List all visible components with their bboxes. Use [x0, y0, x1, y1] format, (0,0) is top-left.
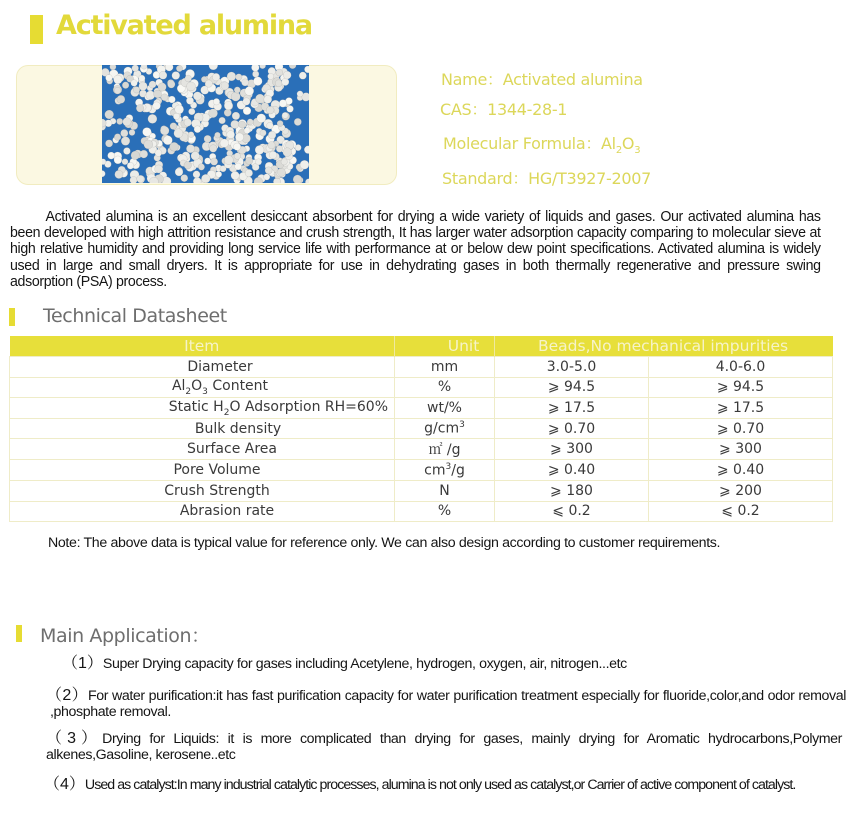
- bead: [193, 92, 202, 101]
- bead: [242, 79, 249, 86]
- cell-value-b: ⩾ 94.5: [649, 377, 833, 398]
- bead: [115, 170, 123, 178]
- cell-value-a: ⩾ 94.5: [495, 377, 649, 398]
- bead: [256, 159, 262, 165]
- header-unit: Unit: [395, 336, 495, 357]
- bead: [267, 122, 274, 129]
- bead: [279, 100, 287, 108]
- bead: [299, 72, 306, 79]
- bead: [253, 77, 262, 86]
- cell-item: Surface Area: [10, 439, 395, 460]
- bead: [305, 179, 309, 183]
- header-item: Item: [10, 336, 395, 357]
- intro-paragraph: [10, 209, 821, 290]
- section-accent-bar: [9, 308, 15, 326]
- cell-value-a: ⩾ 0.70: [495, 418, 649, 439]
- bead: [123, 148, 130, 155]
- bead: [185, 75, 192, 82]
- bead: [221, 82, 229, 90]
- bead: [194, 126, 201, 133]
- bead: [234, 87, 240, 93]
- bead: [233, 143, 240, 150]
- bead: [176, 65, 182, 71]
- datasheet-table: [9, 336, 833, 522]
- bead: [110, 65, 116, 70]
- bead: [227, 131, 235, 139]
- bead: [122, 82, 129, 89]
- bead: [136, 105, 144, 113]
- bead: [268, 73, 274, 79]
- bead: [105, 110, 114, 119]
- spec-formula-value: $Al_2O_3$: [601, 134, 641, 157]
- bead: [224, 155, 233, 164]
- cell-value-a: ⩾ 300: [495, 439, 649, 460]
- bead: [304, 66, 309, 73]
- cell-value-b: ⩾ 0.70: [649, 418, 833, 439]
- datasheet-note: Note: The above data is typical value for reference only. We can also design according to customer requirements.: [48, 535, 721, 551]
- bead: [191, 152, 200, 161]
- bead: [139, 75, 146, 82]
- bead: [220, 139, 229, 148]
- bead: [239, 121, 246, 128]
- bead: [300, 160, 309, 169]
- cell-item: Diameter: [10, 357, 395, 378]
- bead: [175, 168, 183, 176]
- bead: [210, 158, 217, 165]
- spec-cas-label: CAS：: [440, 100, 488, 119]
- bead: [243, 98, 250, 105]
- application-item: [62, 656, 627, 672]
- bead: [140, 150, 148, 158]
- bead: [275, 80, 282, 87]
- bead: [114, 87, 121, 94]
- spec-name-value: Activated alumina: [502, 70, 643, 89]
- spec-cas: [440, 97, 567, 120]
- bead: [163, 136, 172, 145]
- bead: [281, 159, 287, 165]
- bead: [114, 134, 121, 141]
- section-title-datasheet: Technical Datasheet: [43, 305, 227, 327]
- bead: [231, 92, 240, 101]
- cell-unit: N: [395, 480, 495, 501]
- bead: [114, 75, 123, 84]
- application-item: [46, 731, 842, 763]
- bead: [246, 157, 253, 164]
- bead: [132, 65, 139, 72]
- application-text: For water purification:it has fast purification capacity for water purification treatment especially for fluoride,color,and odor removal ,phosphate removal.: [50, 688, 846, 720]
- application-text: Drying for Liquids: it is more complicated than drying for gases, mainly drying for Aromatic hydrocarbons,Polymer alkenes,Gasoline, kerosene..etc: [46, 731, 842, 763]
- bead: [184, 162, 192, 170]
- bead: [148, 114, 157, 123]
- bead: [289, 65, 296, 69]
- bead: [216, 171, 222, 177]
- bead: [244, 128, 250, 134]
- bead: [276, 145, 283, 152]
- spec-standard-value: HG/T3927-2007: [528, 169, 651, 188]
- spec-name-label: Name：: [441, 70, 503, 89]
- bead: [231, 171, 239, 179]
- table-row: [10, 501, 833, 522]
- section-title-applications: Main Application：: [40, 625, 210, 647]
- bead: [143, 128, 152, 137]
- bead: [252, 71, 259, 78]
- bead: [205, 80, 212, 87]
- spec-standard-label: Standard：: [442, 169, 529, 188]
- table-row: [10, 377, 833, 398]
- bead: [256, 94, 265, 103]
- table-row: [10, 439, 833, 460]
- bead: [209, 109, 218, 118]
- spec-formula: [443, 131, 640, 156]
- spec-formula-label: Molecular Formula：: [443, 134, 602, 153]
- bead: [235, 163, 242, 170]
- cell-value-a: 3.0-5.0: [495, 357, 649, 378]
- cell-unit: $g/cm^3$: [395, 418, 495, 439]
- bead: [224, 101, 233, 110]
- bead: [255, 145, 264, 154]
- bead: [173, 113, 180, 120]
- bead: [108, 152, 115, 159]
- bead: [130, 176, 137, 183]
- bead: [232, 112, 240, 120]
- bead: [264, 95, 272, 103]
- bead: [149, 81, 156, 88]
- bead: [165, 65, 173, 71]
- bead: [227, 72, 236, 81]
- bead: [170, 123, 177, 130]
- bead: [282, 112, 288, 118]
- section-accent-bar: [16, 625, 22, 642]
- cell-unit: mm: [395, 357, 495, 378]
- bead: [260, 130, 266, 136]
- bead: [189, 108, 196, 115]
- bead: [174, 129, 183, 138]
- spec-standard: [442, 166, 651, 189]
- cell-value-b: ⩾ 0.40: [649, 460, 833, 481]
- bead: [160, 126, 169, 135]
- bead: [133, 87, 140, 94]
- cell-item: $Al_2O_3$ Content: [10, 377, 395, 398]
- cell-unit: wt/%: [395, 398, 495, 419]
- bead: [168, 96, 175, 103]
- bead: [102, 170, 105, 177]
- bead: [193, 177, 201, 183]
- bead: [154, 90, 162, 98]
- bead: [117, 118, 123, 124]
- bead: [268, 142, 275, 149]
- application-item: [46, 687, 846, 720]
- cell-unit: ㎡ /g: [395, 439, 495, 460]
- bead: [282, 78, 289, 85]
- bead: [155, 149, 162, 156]
- cell-value-a: ⩽ 0.2: [495, 501, 649, 522]
- table-row: [10, 480, 833, 501]
- cell-unit: %: [395, 501, 495, 522]
- bead: [186, 145, 194, 153]
- application-text: Used as catalyst:In many industrial catalytic processes, alumina is not only used as catalyst,or Carrier of active component of catalyst.: [84, 777, 796, 793]
- bead: [137, 175, 144, 182]
- bead: [212, 73, 220, 81]
- cell-value-b: ⩾ 200: [649, 480, 833, 501]
- bead: [153, 102, 161, 110]
- bead: [131, 80, 138, 87]
- bead: [198, 164, 205, 171]
- bead: [234, 153, 241, 160]
- bead: [155, 165, 163, 173]
- bead: [245, 169, 253, 177]
- bead: [201, 174, 210, 183]
- bead: [122, 159, 128, 165]
- bead: [129, 129, 135, 135]
- cell-item: Pore Volume: [10, 460, 395, 481]
- cell-value-a: ⩾ 0.40: [495, 460, 649, 481]
- bead: [283, 71, 291, 79]
- bead: [209, 65, 218, 70]
- bead: [304, 146, 309, 154]
- bead: [127, 162, 134, 169]
- bead: [235, 133, 243, 141]
- bead: [121, 129, 129, 137]
- cell-unit: $cm^3/g$: [395, 460, 495, 481]
- bead: [260, 65, 266, 69]
- intro-text: Activated alumina is an excellent desiccant absorbent for drying a wide variety of liquids and gases. Our activated alumina has been developed with high attrition resistance and crush strength, It has larger water adsorption capacity comparing to molecular sieve at high relative humidity and providing long service life with performance at or below dew point specifications. Activated alumina is widely used in large and small dryers. It is appropriate for use in dehydrating gases in both thermally regenerative and pressure swing adsorption (PSA) process.: [10, 209, 821, 290]
- bead: [106, 75, 113, 82]
- bead: [269, 151, 277, 159]
- spec-name: [441, 67, 643, 90]
- bead: [193, 171, 200, 178]
- bead: [213, 98, 220, 105]
- table-row: [10, 418, 833, 439]
- bead: [114, 156, 122, 164]
- application-number: （1）: [62, 655, 103, 672]
- bead: [277, 168, 285, 176]
- bead: [251, 65, 259, 71]
- bead: [293, 175, 302, 183]
- bead: [283, 148, 292, 157]
- cell-value-a: ⩾ 180: [495, 480, 649, 501]
- table-row: [10, 460, 833, 481]
- alumina-beads-image: [102, 65, 309, 183]
- cell-value-b: ⩽ 0.2: [649, 501, 833, 522]
- bead: [158, 83, 166, 91]
- bead: [144, 140, 153, 149]
- bead: [209, 145, 217, 153]
- cell-item: Static $H_2O$ Adsorption RH=60%: [10, 398, 395, 419]
- page-title: Activated alumina: [56, 10, 312, 41]
- application-item: [44, 777, 795, 793]
- bead: [159, 71, 167, 79]
- bead: [121, 137, 130, 146]
- application-number: （3）: [46, 730, 103, 747]
- cell-item: Abrasion rate: [10, 501, 395, 522]
- cell-value-b: ⩾ 300: [649, 439, 833, 460]
- bead: [247, 119, 253, 125]
- bead: [224, 109, 231, 116]
- application-number: （2）: [46, 687, 89, 704]
- bead: [188, 132, 194, 138]
- bead: [102, 159, 106, 165]
- cell-unit: %: [395, 377, 495, 398]
- bead: [172, 72, 180, 80]
- bead: [294, 118, 301, 125]
- bead: [245, 87, 254, 96]
- table-row: [10, 357, 833, 378]
- bead: [266, 106, 274, 114]
- bead: [268, 131, 276, 139]
- cell-value-b: ⩾ 17.5: [649, 398, 833, 419]
- bead: [219, 117, 226, 124]
- application-text: Super Drying capacity for gases including Acetylene, hydrogen, oxygen, air, nitrogen...etc: [102, 656, 627, 672]
- cell-value-b: 4.0-6.0: [649, 357, 833, 378]
- bead: [181, 175, 188, 182]
- bead: [141, 65, 147, 69]
- bead: [184, 119, 192, 127]
- bead: [117, 95, 125, 103]
- bead: [186, 97, 193, 104]
- spec-cas-value: 1344-28-1: [487, 100, 568, 119]
- bead: [265, 167, 272, 174]
- table-row: [10, 398, 833, 419]
- table-header-row: [10, 336, 833, 357]
- bead: [131, 151, 140, 160]
- bead: [204, 158, 211, 165]
- bead: [123, 118, 131, 126]
- bead: [257, 114, 266, 123]
- application-number: （4）: [44, 776, 85, 793]
- product-photo: [102, 65, 309, 183]
- bead: [146, 91, 155, 100]
- bead: [215, 132, 221, 138]
- bead: [236, 74, 243, 81]
- cell-item: Crush Strength: [10, 480, 395, 501]
- bead: [277, 120, 283, 126]
- cell-item: Bulk density: [10, 418, 395, 439]
- bead: [175, 105, 184, 114]
- cell-value-a: ⩾ 17.5: [495, 398, 649, 419]
- bead: [168, 81, 176, 89]
- header-spec: Beads,No mechanical impurities: [495, 336, 833, 357]
- bead: [187, 82, 196, 91]
- bead: [161, 94, 168, 101]
- title-accent-bar: [30, 15, 43, 44]
- bead: [105, 140, 112, 147]
- bead: [297, 91, 303, 97]
- bead: [276, 69, 283, 76]
- bead: [204, 135, 211, 142]
